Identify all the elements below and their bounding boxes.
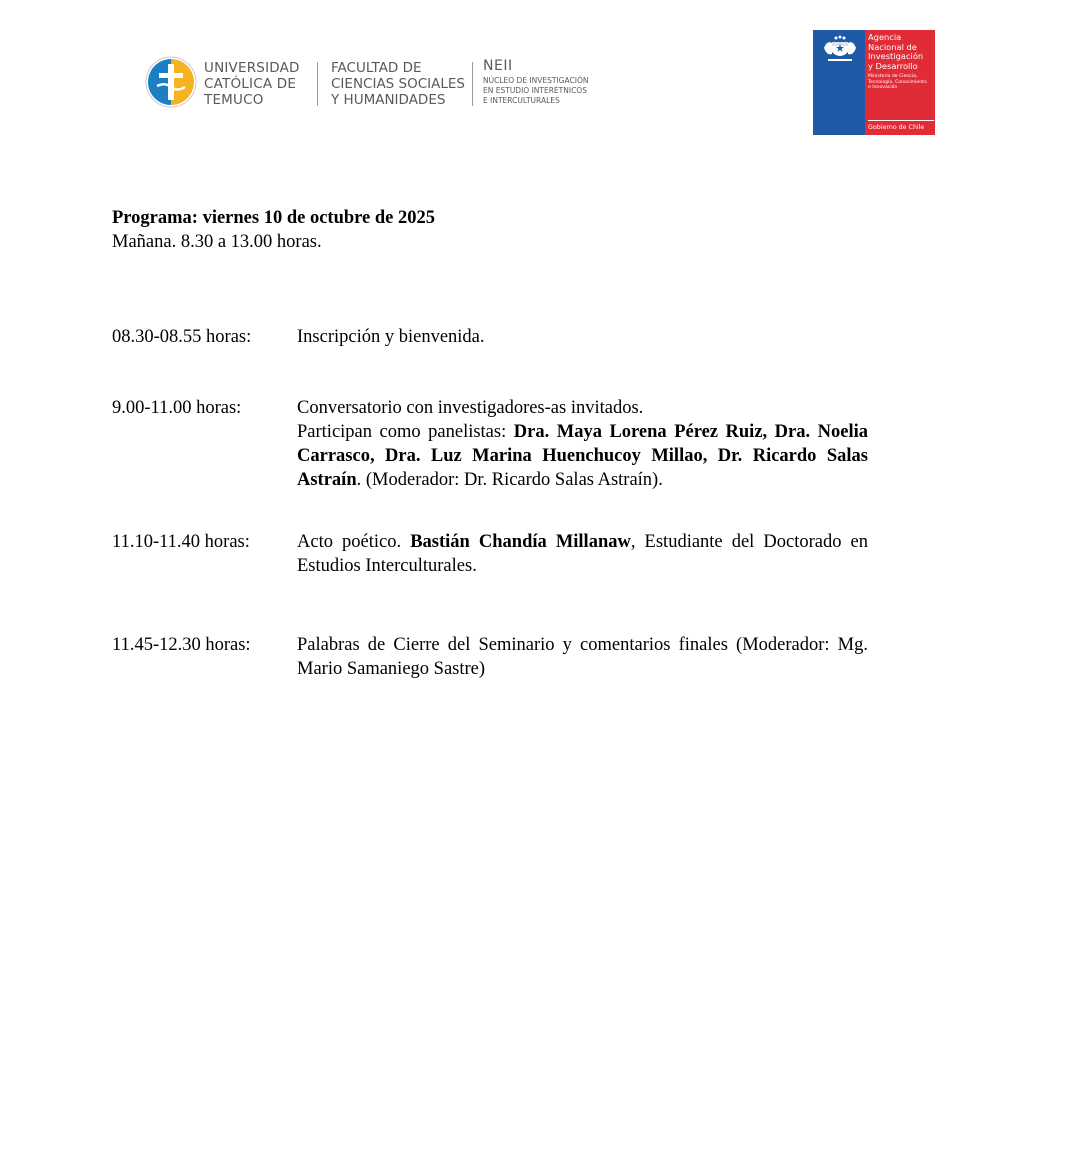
uct-logo: [145, 56, 197, 108]
faculty-name: FACULTAD DE CIENCIAS SOCIALES Y HUMANIDADES: [331, 60, 465, 108]
anid-logo: [813, 30, 935, 135]
poet-name: Bastián Chandía Millanaw: [410, 532, 631, 552]
schedule-time: 11.10-11.40 horas:: [112, 532, 250, 552]
program-subtitle: Mañana. 8.30 a 13.00 horas.: [112, 232, 322, 252]
anid-blue-panel: [813, 30, 865, 135]
university-name: UNIVERSIDAD CATÓLICA DE TEMUCO: [204, 60, 300, 108]
schedule-time: 08.30-08.55 horas:: [112, 327, 252, 347]
logo-divider: [317, 62, 318, 106]
schedule-description: Conversatorio con investigadores-as invitados. Participan como panelistas: Dra. Maya Lorena Pérez Ruiz, Dra. Noelia Carrasco, Dra. Luz Marina Huenchucoy Millao, Dr. Ricardo Salas Astraín. (Moderador: Dr. Ricardo Salas Astraín).: [297, 398, 868, 490]
anid-government: Gobierno de Chile: [868, 124, 925, 131]
panelists-names: Dra. Maya Lorena Pérez Ruiz, Dra. Noelia Carrasco, Dra. Luz Marina Huenchucoy Millao, Dr. Ricardo Salas Astraín: [297, 422, 868, 490]
schedule-description: Inscripción y bienvenida.: [297, 327, 485, 347]
anid-title: Agencia Nacional de Investigación y Desarrollo: [868, 32, 924, 71]
schedule-time: 9.00-11.00 horas:: [112, 398, 242, 418]
schedule-time: 11.45-12.30 horas:: [112, 635, 251, 655]
schedule-description: Acto poético. Bastián Chandía Millanaw, Estudiante del Doctorado en Estudios Interculturales.: [297, 532, 868, 576]
schedule-description: Palabras de Cierre del Seminario y comentarios finales (Moderador: Mg. Mario Samaniego Sastre): [297, 635, 868, 679]
program-title: Programa: viernes 10 de octubre de 2025: [112, 208, 436, 228]
anid-red-panel: [865, 30, 935, 135]
anid-ministry: Ministerio de Ciencia, Tecnología, Conocimiento e Innovación: [868, 74, 927, 91]
logo-divider: [472, 62, 473, 106]
coat-of-arms-icon: [822, 34, 858, 64]
neii-title: NEII: [483, 58, 513, 74]
neii-subtitle: NÚCLEO DE INVESTIGACIÓN EN ESTUDIO INTERÉTNICOS E INTERCULTURALES: [483, 76, 589, 105]
